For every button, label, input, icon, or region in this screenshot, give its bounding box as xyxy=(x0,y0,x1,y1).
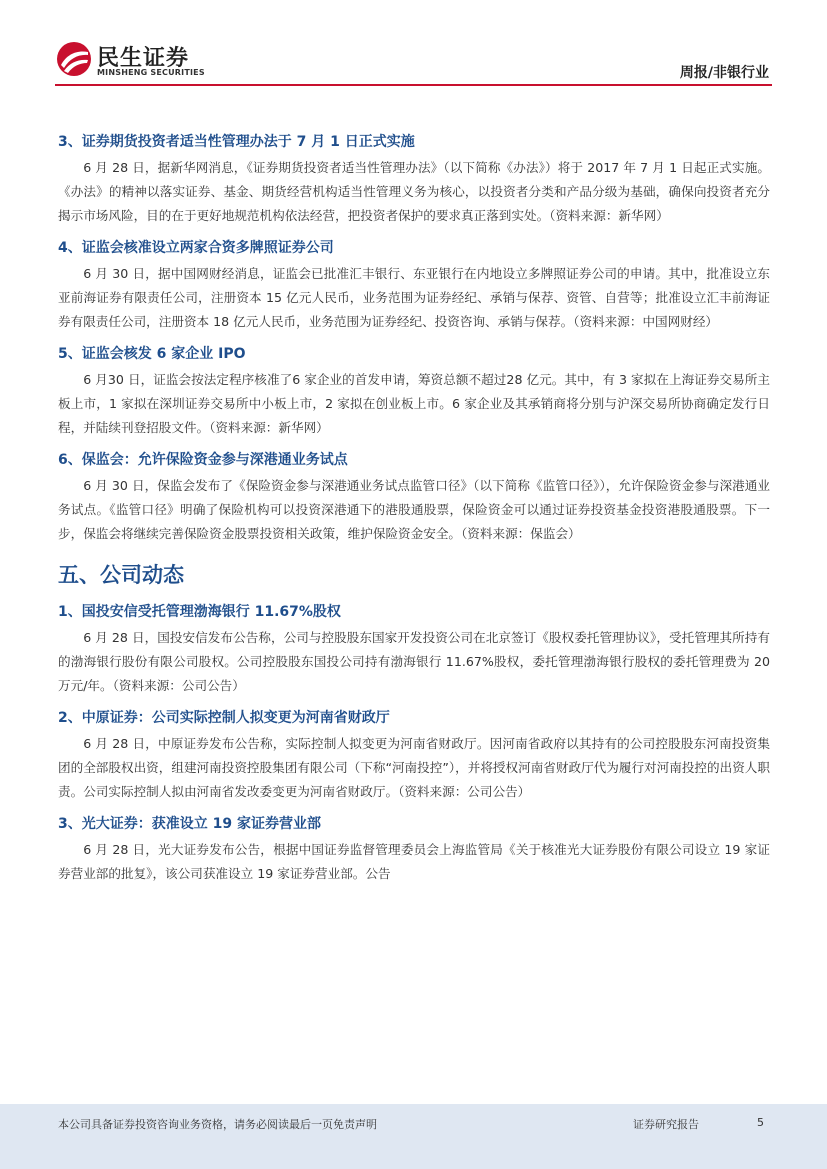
page-number: 5 xyxy=(757,1116,764,1129)
section-paragraph: 6 月 28 日，国投安信发布公告称，公司与控股股东国家开发投资公司在北京签订《股权委托管理协议》，受托管理其所持有的渤海银行股份有限公司股权。公司控股股东国投公司持有渤海银行 11.67%股权，委托管理渤海银行股权的委托管理费为 20 万元/年。（资料来源：公司公告） xyxy=(58,630,770,693)
section-paragraph: 6 月 30 日，保监会发布了《保险资金参与深港通业务试点监管口径》（以下简称《监管口径》），允许保险资金参与深港通业务试点。《监管口径》明确了保险机构可以投资深港通下的港股通股票，保险资金可以通过证券投资基金投资港股通股票。下一步，保监会将继续完善保险资金股票投资相关政策，维护保险资金安全。（资料来源：保监会） xyxy=(58,478,770,541)
section-paragraph: 6 月 28 日，据新华网消息，《证券期货投资者适当性管理办法》（以下简称《办法》）将于 2017 年 7 月 1 日起正式实施。《办法》的精神以落实证券、基金、期货经营机构适当性管理义务为核心，以投资者分类和产品分级为基础，确保向投资者充分揭示市场风险，目的在于更好地规范机构依法经营，把投资者保护的要求真正落到实处。（资料来源：新华网） xyxy=(58,160,770,223)
section-title: 2、中原证券：公司实际控制人拟变更为河南省财政厅 xyxy=(58,710,390,726)
chapter-title: 五、公司动态 xyxy=(58,563,184,587)
section-paragraph: 6 月 30 日，据中国网财经消息，证监会已批准汇丰银行、东亚银行在内地设立多牌照证券公司的申请。其中，批准设立东亚前海证券有限责任公司，注册资本 15 亿元人民币，业务范围为证券经纪、承销与保荐、资管、自营等；批准设立汇丰前海证券有限责任公司，注册资本 18 亿元人民币，业务范围为证券经纪、投资咨询、承销与保荐。（资料来源：中国网财经） xyxy=(58,266,770,329)
section-title: 3、证券期货投资者适当性管理办法于 7 月 1 日正式实施 xyxy=(58,134,415,150)
section-paragraph: 6 月 28 日，光大证券发布公告，根据中国证券监督管理委员会上海监管局《关于核准光大证券股份有限公司设立 19 家证券营业部的批复》，该公司获准设立 19 家证券营业部。公告 xyxy=(58,842,770,881)
main-content xyxy=(58,128,770,892)
logo-text-en: MINSHENG SECURITIES xyxy=(97,68,205,77)
footer-doc-type: 证券研究报告 xyxy=(633,1118,699,1131)
footer-disclaimer: 本公司具备证券投资咨询业务资格，请务必阅读最后一页免责声明 xyxy=(58,1118,377,1131)
header-divider xyxy=(55,84,772,86)
section-title: 5、证监会核发 6 家企业 IPO xyxy=(58,346,246,362)
report-category-tag: 周报/非银行业 xyxy=(679,65,769,81)
page-footer xyxy=(0,1104,827,1169)
section-title: 4、证监会核准设立两家合资多牌照证券公司 xyxy=(58,240,334,256)
section-paragraph: 6 月30 日，证监会按法定程序核准了6 家企业的首发申请，筹资总额不超过28 亿元。其中，有 3 家拟在上海证券交易所主板上市，1 家拟在深圳证券交易所中小板上市，2 家拟在创业板上市。6 家企业及其承销商将分别与沪深交易所协商确定发行日程，并陆续刊登招股文件。（资料来源：新华网） xyxy=(58,372,770,435)
section-paragraph: 6 月 28 日，中原证券发布公告称，实际控制人拟变更为河南省财政厅。因河南省政府以其持有的公司控股股东河南投资集团的全部股权出资，组建河南投资控股集团有限公司（下称“河南投控”），并将授权河南省财政厅代为履行对河南投控的出资人职责。公司实际控制人拟由河南省发改委变更为河南省财政厅。（资料来源：公司公告） xyxy=(58,736,770,799)
section-title: 6、保监会：允许保险资金参与深港通业务试点 xyxy=(58,452,348,468)
page-header xyxy=(0,0,827,90)
minsheng-logo xyxy=(55,40,215,80)
section-title: 1、国投安信受托管理渤海银行 11.67%股权 xyxy=(58,604,341,620)
logo-text-cn: 民生证券 xyxy=(97,46,190,71)
section-title: 3、光大证券：获准设立 19 家证券营业部 xyxy=(58,816,321,832)
minsheng-logo-icon xyxy=(55,40,93,78)
